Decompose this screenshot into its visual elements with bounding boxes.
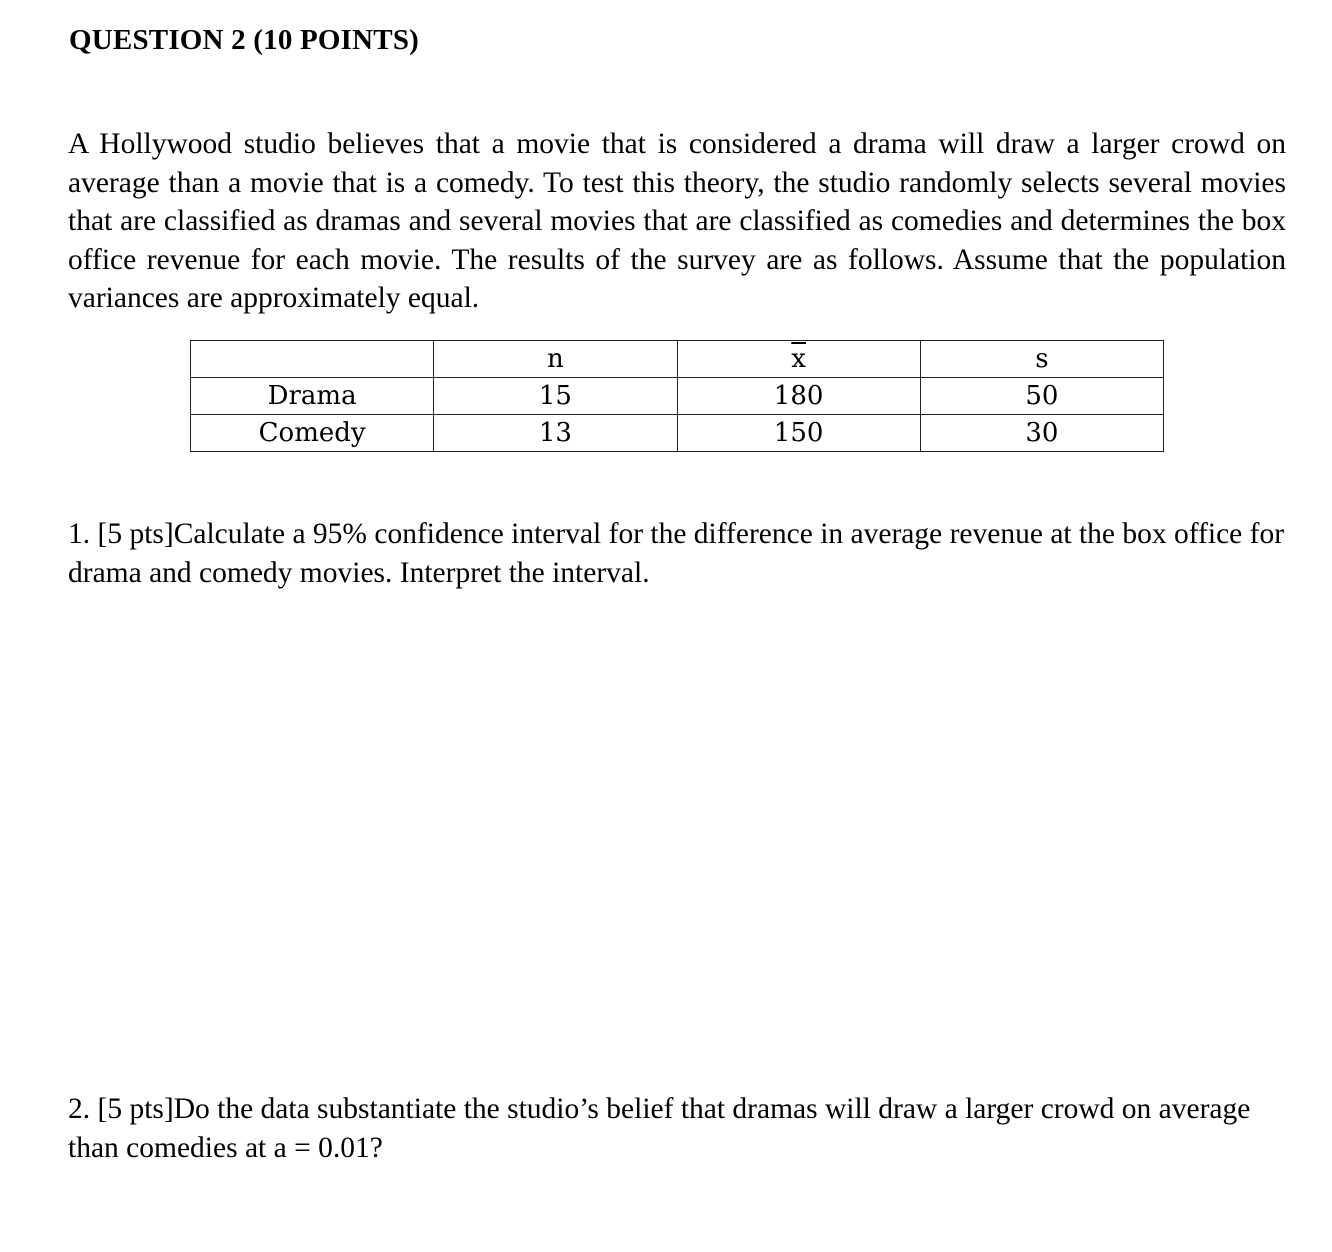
- cell-xbar: 180: [677, 378, 920, 415]
- xbar-symbol: $\overline{x}$: [791, 344, 806, 374]
- cell-s: 50: [920, 378, 1163, 415]
- question-2: 2. [5 pts]Do the data substantiate the studio’s belief that dramas will draw a larger crowd on average than comedies at a = 0.01?: [68, 1093, 1251, 1164]
- table-row: [191, 415, 1164, 452]
- row-label: Drama: [191, 378, 434, 415]
- row-label: Comedy: [191, 415, 434, 452]
- problem-statement: A Hollywood studio believes that a movie that is considered a drama will draw a larger crowd on average than a movie that is a comedy. To test this theory, the studio randomly selects several movies that are classified as dramas and several movies that are classified as comedies and determines the box office revenue for each movie. The results of the survey are as follows. Assume that the population variances are approximately equal.: [68, 128, 1286, 315]
- header-empty-cell: [191, 341, 434, 378]
- table-header-row: [191, 341, 1164, 378]
- table-row: [191, 378, 1164, 415]
- data-table: [190, 340, 1164, 452]
- cell-n: 15: [434, 378, 677, 415]
- cell-s: 30: [920, 415, 1163, 452]
- question-heading: QUESTION 2 (10 POINTS): [69, 24, 420, 56]
- header-n: n: [434, 341, 677, 378]
- cell-xbar: 150: [677, 415, 920, 452]
- cell-n: 13: [434, 415, 677, 452]
- header-s: s: [920, 341, 1163, 378]
- question-1: 1. [5 pts]Calculate a 95% confidence interval for the difference in average revenue at the box office for drama and comedy movies. Interpret the interval.: [68, 518, 1285, 589]
- header-xbar: [677, 341, 920, 378]
